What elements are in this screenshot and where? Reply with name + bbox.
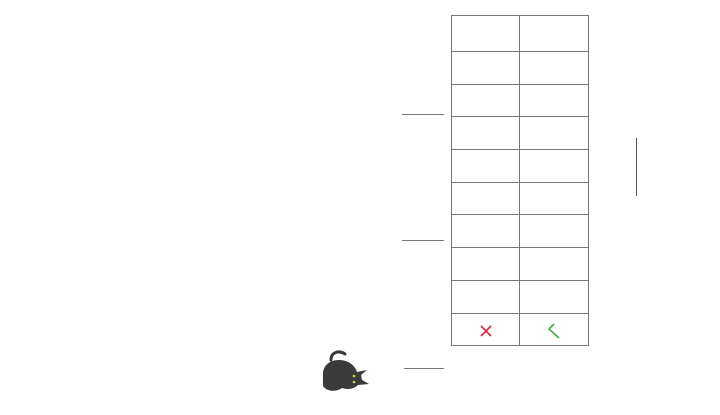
right-answer-cell[interactable] [452,215,521,248]
statement-text [520,150,589,183]
statement-text [520,280,589,313]
statement-text [520,182,589,215]
right-answer-cell[interactable] [452,182,521,215]
column-divider [402,240,444,241]
black-cat-illustration [319,346,375,394]
answer-field[interactable] [636,138,637,196]
right-answer-cell[interactable] [452,248,521,281]
column-divider [402,114,444,115]
right-total-cell[interactable] [452,16,521,52]
right-column [452,16,521,415]
right-column-header [520,313,589,346]
column-divider [404,368,444,369]
statement-text [520,117,589,150]
tick-icon [548,323,560,339]
right-answer-cell[interactable] [452,150,521,183]
cross-icon [480,325,492,337]
statement-text [520,248,589,281]
worksheet-page [315,0,720,405]
total-label [520,16,589,52]
statement-text [520,51,589,84]
right-answer-cell[interactable] [452,280,521,313]
right-answer-cell[interactable] [452,117,521,150]
statement-text [520,215,589,248]
right-answer-cell[interactable] [452,84,521,117]
right-answer-cell[interactable] [452,51,521,84]
statements-column [520,16,589,415]
statement-text [520,84,589,117]
statements-table [451,15,589,415]
wrong-column-header [452,313,521,346]
